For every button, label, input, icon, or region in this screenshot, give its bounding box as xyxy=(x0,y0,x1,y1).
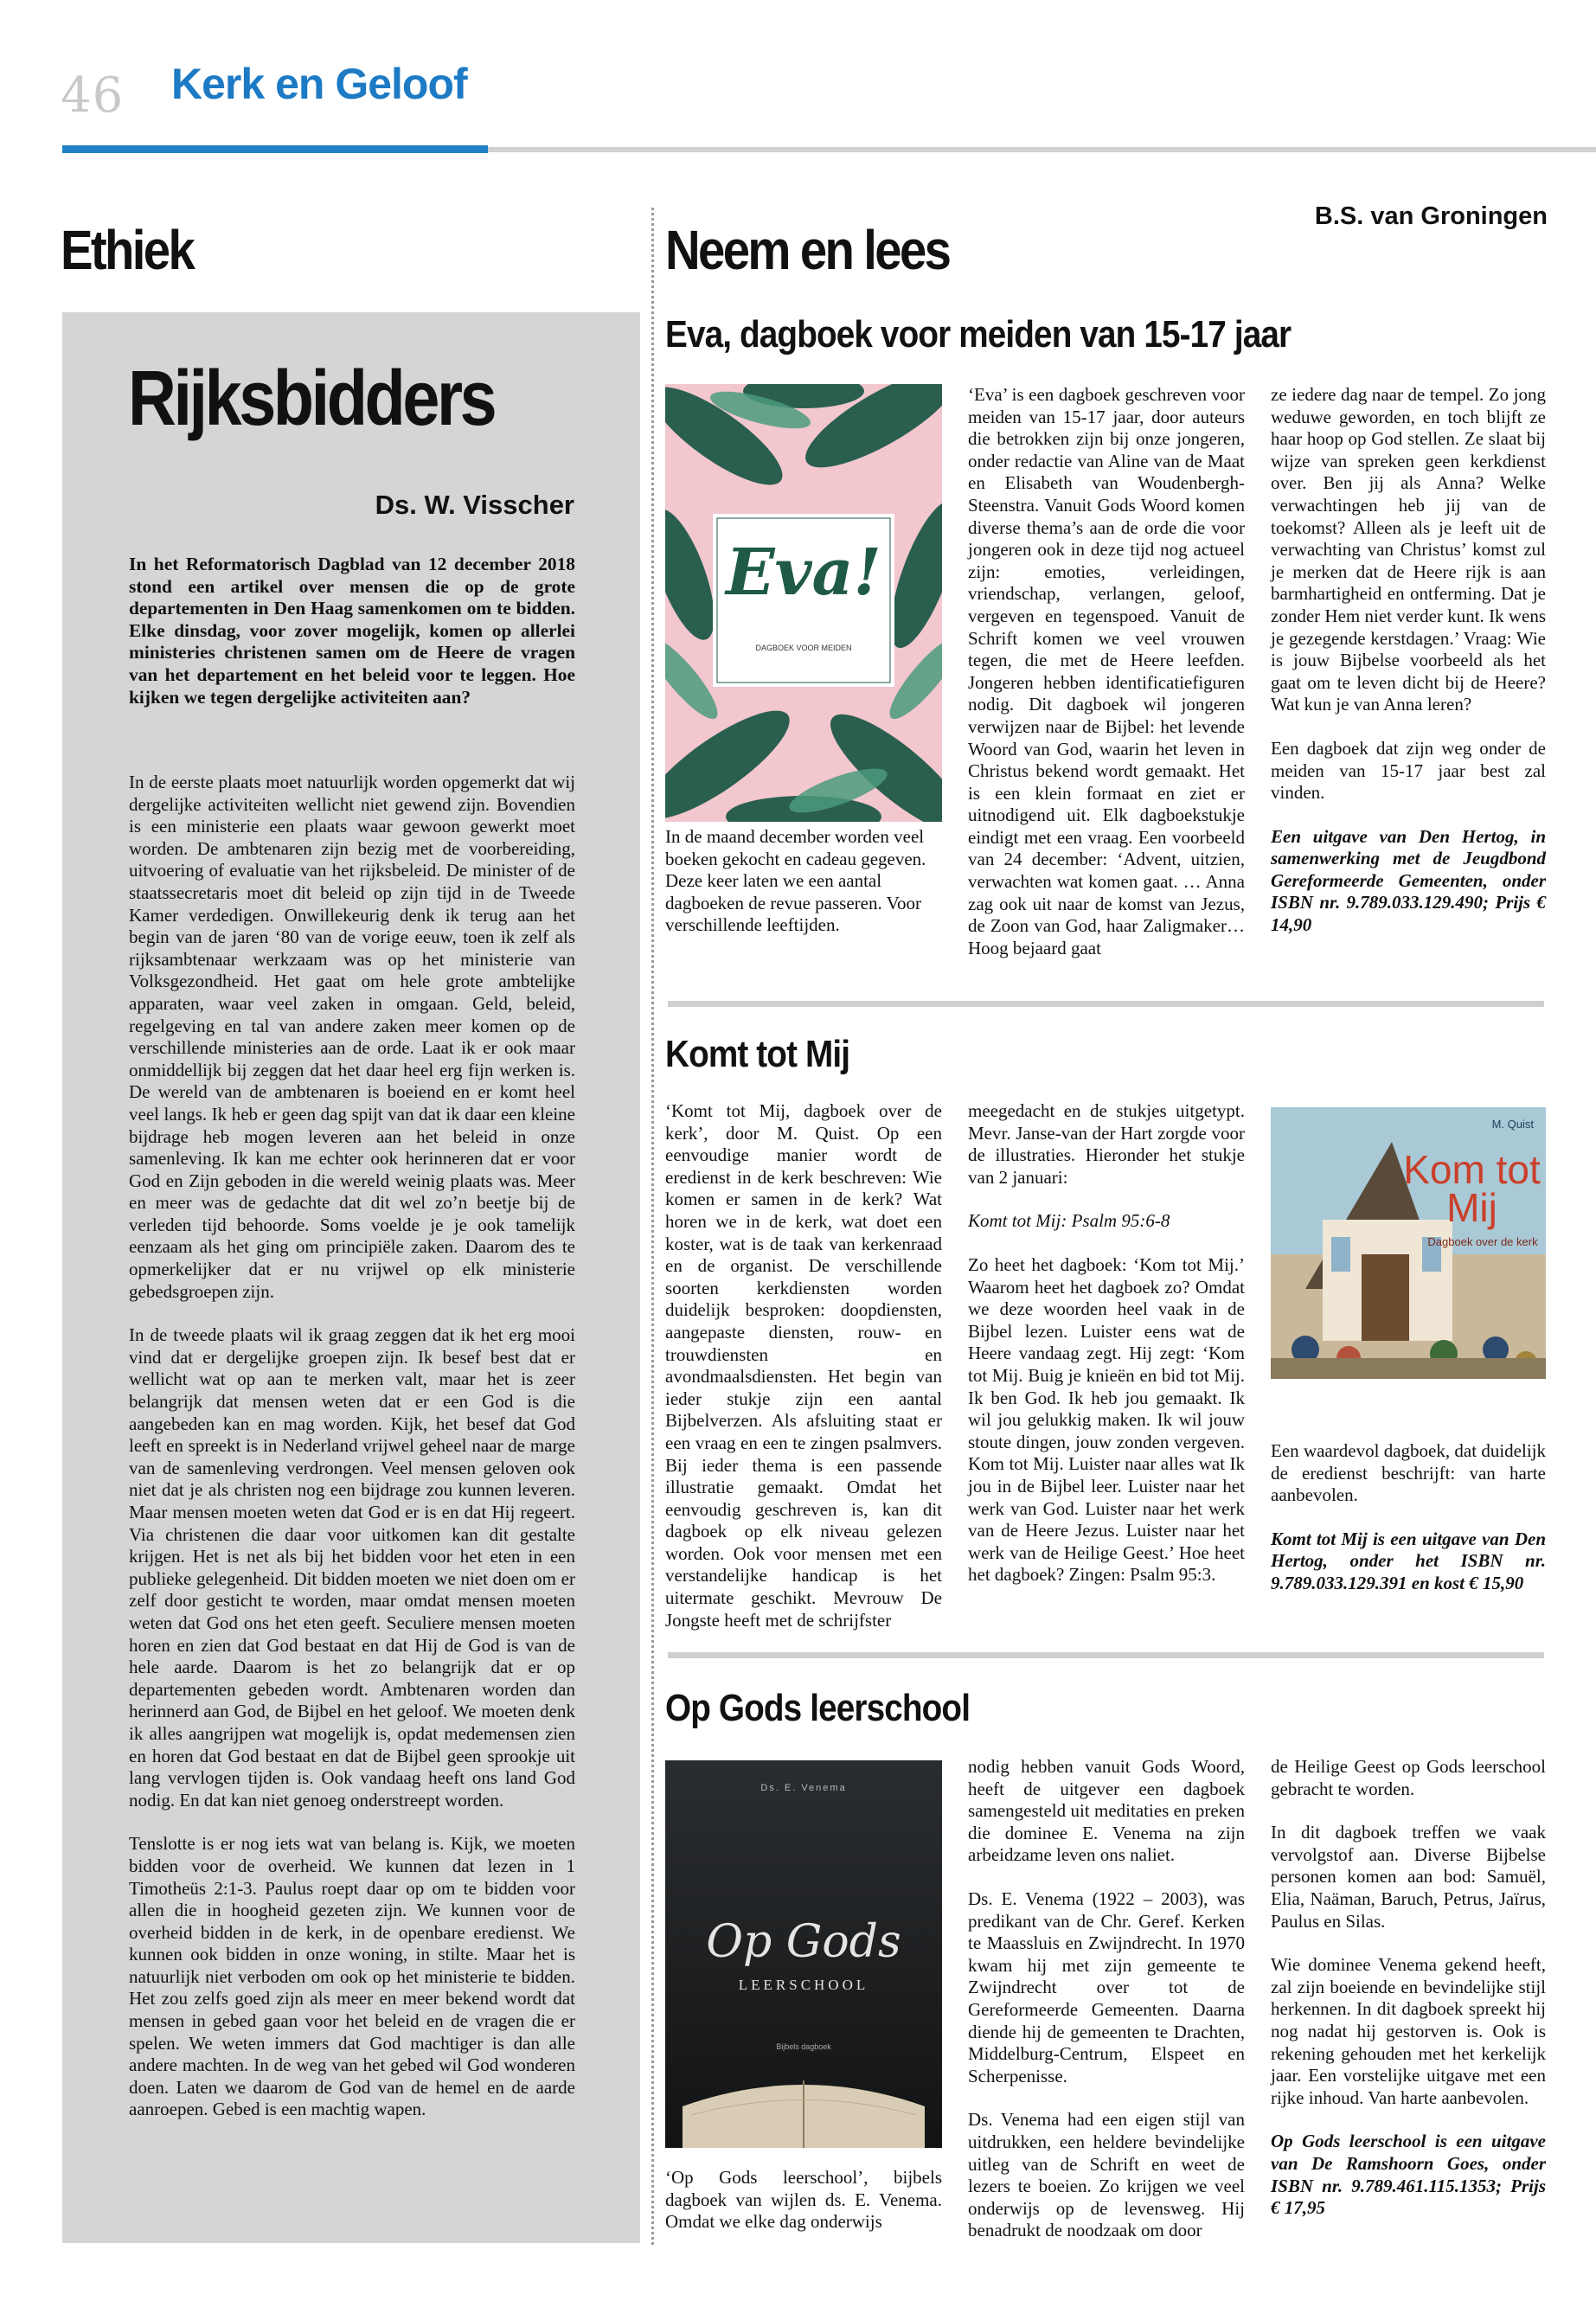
article-paragraph: Tenslotte is er nog iets wat van belang is. Kijk, we moeten bidden voor de overheid. We kunnen dat lezen in 1 Timotheüs 2:1-3. Paulus roept daar op om te bidden voor allen die in hoogheid gezeten zijn. We kunnen voor de overheid bidden in de kerk, in de openbare eredienst. We kunnen ook bidden in onze woning, in stilte. Maar het is natuurlijk niet verboden om ook op het ministerie te bidden. Het zou zelfs goed zijn als meer en meer bekend wordt dat mensen in gebed gaan voor het beleid en de vragen die er spelen. We weten immers dat God machtiger is dan alle andere machten. In de weg van het gebed wil God wonderen doen. Laten we daarom de God van de hemel en de aarde aanroepen. Gebed is een machtig wapen. xyxy=(129,1833,575,2120)
gods-text-para: Ds. E. Venema (1922 – 2003), was predikant van de Chr. Geref. Kerken te Maassluis en Zwijndrecht. In 1970 kwam hij met zijn gemeente te Zwijndrecht over tot de Gereformeerde Gemeenten. Daarna diende hij de gemeenten te Drachten, Middelburg-Centrum, Elspeet en Scherpenisse. xyxy=(968,1888,1245,2086)
gods-cover-subtitle: Bijbels dagboek xyxy=(776,2042,831,2051)
eva-caption: In de maand december worden veel boeken gekocht en cadeau gegeven. Deze keer laten we een aantal dagboeken de revue passeren. Voor verschillende leeftijden. xyxy=(665,826,926,936)
komt-text-para: Zo heet het dagboek: ‘Kom tot Mij.’ Waarom heet het dagboek zo? Omdat we deze woorden heel vaak in de Bijbel lezen. Luister eens wat de Heere vandaag zegt. Hij zegt: ‘Kom tot Mij. Buig je knieën en bid tot Mij. Ik ben God. Ik heb jou gemaakt. Ik wil jou gelukkig maken. Ik wil jouw stoute dingen, jouw zonden vergeven. Kom tot Mij. Luister naar alles wat Ik jou in de Bijbel leer. Luister naar het werk van God. Luister naar het werk van de Heere Jezus. Luister naar het werk van de Heilige Geest.’ Hoe heet het dagboek? Zingen: Psalm 95:3. xyxy=(968,1253,1245,1586)
komt-text-para: meegedacht en de stukjes uitgetypt. Mevr. Janse-van der Hart zorgde voor de illustraties. Hieronder het stukje van 2 januari: xyxy=(968,1100,1245,1188)
gods-cover-title-2: LEERSCHOOL xyxy=(738,1977,869,1993)
section-rule xyxy=(668,1001,1544,1007)
column-author: B.S. van Groningen xyxy=(1314,202,1548,230)
komt-text-col1: ‘Komt tot Mij, dagboek over de kerk’, door M. Quist. Op een eenvoudige manier wordt de eredienst in de kerk beschreven: Wie komen er samen in de kerk? Wat horen we in de kerk, wat doet een koster, wat is de taak van kerkenraad en de organist. De verschillende soorten kerkdiensten worden duidelijk besproken: doopdiensten, aangepaste diensten, rouw- en trouwdiensten en avondmaalsdiensten. Het begin van ieder stukje zijn een aantal Bijbelverzen. Als afsluiting staat er een vraag en een te zingen psalmvers. Bij ieder thema is een passende illustratie gemaakt. Omdat het eenvoudig geschreven is, kan dit dagboek op elk niveau gelezen worden. Ook voor mensen met een verstandelijke handicap is het uitermate geschikt. Mevrouw De Jongste heeft met de schrijfster xyxy=(665,1100,942,1631)
komt-text-quote: Komt tot Mij: Psalm 95:6-8 xyxy=(968,1210,1170,1232)
gods-text-para: nodig hebben vanuit Gods Woord, heeft de uitgever een dagboek samengesteld uit meditaties en preken die dominee E. Venema na zijn arbeidzame leven ons naliet. xyxy=(968,1756,1245,1866)
eva-text-para: Een dagboek dat zijn weg onder de meiden van 15-17 jaar best zal vinden. xyxy=(1271,737,1546,804)
gods-text-col3 xyxy=(1271,1756,1546,2241)
article-body xyxy=(129,772,575,2143)
article-paragraph: In de eerste plaats moet natuurlijk worden opgemerkt dat wij dergelijke activiteiten wellicht niet gewend zijn. Bovendien is een ministerie een plaats waar gewoon gewerkt moet worden. De ambtenaren zijn bezig met de voorbereiding, uitvoering of evaluatie van het rijksbeleid. De minister of de staatssecretaris moet dit beleid op zijn tijd in de Tweede Kamer verdedigen. Onwillekeurig denk ik terug aan het begin van de jaren ‘80 van de vorige eeuw, toen ik zelf als rijksambtenaar werkzaam was op het ministerie van Volksgezondheid. Het gaat om hele grote ambtelijke apparaten, waar veel zaken in omgaan. Geld, beleid, regelgeving en tal van andere zaken meer komen op de verschillende ministeries aan de orde. Laat ik er ook maar onmiddellijk bij zeggen dat het daar heel erg fijn werken is. De wereld van de ambtenaren is boeiend en er komt heel veel langs. Ik heb er geen dag spijt van dat ik daar een kleine bijdrage heb mogen leveren aan het beleid in onze samenleving. Ik kan me echter ook herinneren dat er voor God en Zijn geboden in die wereld weinig plaats was. Meer en meer was de gedachte dat dit wel zo’n beetje bij de verleden tijd behoorde. Soms voelde je je ook tamelijk eenzaam als het ging om principiële zaken. Daarom des te opmerkelijker dat er nu vrijwel op elk ministerie gebedsgroepen zijn. xyxy=(129,772,575,1302)
eva-cover-subtitle: DAGBOEK VOOR MEIDEN xyxy=(755,644,852,652)
neem-column-title: Neem en lees xyxy=(665,219,950,281)
gods-publisher: Op Gods leerschool is een uitgave van De Ramshoorn Goes, onder ISBN nr. 9.789.461.115.1353; Prijs € 17,95 xyxy=(1271,2131,1546,2219)
eva-text-para: ze iedere dag naar de tempel. Zo jong weduwe geworden, en toch blijft ze haar hoop op God stellen. Ze slaat bij wijze van spreken geen kerkdienst over. Ben jij als Anna? Welke verwachtingen heb jij van de toekomst? Alleen als je leeft uit de verwachting van Christus’ komst zul je merken dat de Heere rijk is aan barmhartigheid en ontferming. Dat je zonder Hem niet verder kunt. Ik wens je gezegende kerstdagen.’ Vraag: Wie is jouw Bijbelse voorbeeld als het gaat om te leven dicht bij de Heere? Wat kun je van Anna leren? xyxy=(1271,384,1546,715)
gods-text-para: In dit dagboek treffen we vaak vervolgstof aan. Diverse Bijbelse personen komen aan bod: Samuël, Elia, Naäman, Baruch, Petrus, Jaïrus, Paulus en Silas. xyxy=(1271,1822,1546,1932)
column-divider xyxy=(651,208,654,2245)
article-lead: In het Reformatorisch Dagblad van 12 december 2018 stond een artikel over mensen die op de grote departementen in Den Haag samenkomen om te bidden. Elke dinsdag, voor zover mogelijk, komen op allerlei ministeries christenen samen om de Heere de vragen van het departement en het beleid voor te leggen. Hoe kijken we tegen dergelijke activiteiten aan? xyxy=(129,554,575,708)
ethiek-column-title: Ethiek xyxy=(61,219,194,281)
komt-text-col2 xyxy=(968,1100,1245,1608)
header-rule-gray xyxy=(488,147,1596,152)
komt-text-col3 xyxy=(1271,1440,1546,1617)
gods-text-para: Wie dominee Venema gekend heeft, zal zijn boeiende en bevindelijke stijl herkennen. In dit dagboek spreekt hij nog nadat hij gestorven is. Ook is rekening gehouden met het kerkelijk jaar. Een vorstelijke uitgave met een rijke inhoud. Van harte aanbevolen. xyxy=(1271,1954,1546,2108)
eva-text-col2: ‘Eva’ is een dagboek geschreven voor meiden van 15-17 jaar, door auteurs die betrokken zijn bij onze jongeren, onder redactie van Aline van de Maat en Elisabeth van Woudenbergh-Steenstra. Vanuit Gods Woord komen diverse thema’s aan de orde die voor jongeren ook in deze tijd nog actueel zijn: emoties, verleidingen, vriendschap, verlangen, geloof, vergeven en tegenspoed. Vanuit de Schrift komen we veel vrouwen tegen, die met de Heere leefden. Jongeren hebben identificatiefiguren nodig. Dit dagboek wil jongeren verwijzen naar de Bijbel: het levende Woord van God, waarin het leven in Christus bekend wordt gemaakt. Het is een klein formaat en ziet er uitnodigend uit. Elk dagboekstukje eindigt met een vraag. Een voorbeeld van 24 december: ‘Advent, uitzien, verwachten wat komen gaat. … Anna zag ook uit naar de komst van Jezus, de Zoon van God, haar Zaligmaker… Hoog bejaard gaat xyxy=(968,384,1245,958)
gods-text-para: de Heilige Geest op Gods leerschool gebracht te worden. xyxy=(1271,1756,1546,1799)
gods-book-cover xyxy=(665,1760,942,2148)
gods-cover-author: Ds. E. Venema xyxy=(760,1783,847,1793)
section-rule xyxy=(668,1652,1544,1658)
gods-cover-title: Op Gods xyxy=(706,1916,901,1968)
article-paragraph: In de tweede plaats wil ik graag zeggen dat ik het erg mooi vind dat er dergelijke groepen zijn. Ik besef best dat er wellicht wat op aan te merken valt, maar het is zeer belangrijk dat mensen weten dat er een God is die aangebeden kan en mag worden. Kijk, het besef dat God leeft en spreekt is in Nederland vrijwel geheel naar de marge van de samenleving verdrongen. Veel mensen geloven ook niet dat je als christen nog een bijdrage zou kunnen leveren. Maar mensen moeten weten dat God er is en dat Hij regeert. Via christenen die daar voor uitkomen kan dit gestalte krijgen. Het is net als bij het bidden voor het eten in een publieke gelegenheid. Dit bidden moeten we niet doen om er zelf door gesticht te worden, maar omdat mensen moeten weten dat God ons het eten geeft. Seculiere mensen moeten horen en zien dat God bestaat en dat Hij de God is van de hele aarde. Daarom is het zo belangrijk dat er op departementen gebeden wordt. Ambtenaren worden dan herinnerd aan God, de Bijbel en het geloof. We moeten denk ik alles aangrijpen wat mogelijk is, opdat medemensen zien en horen dat God bestaat en dat de Bijbel geen sprookje uit lang vervlogen tijden is. Ook vandaag heeft ons land God nodig. En dat kan niet genoeg onderstreept worden. xyxy=(129,1324,575,1811)
header-rule-blue xyxy=(62,145,488,153)
komt-cover-author: M. Quist xyxy=(1491,1118,1534,1131)
gods-text-col2 xyxy=(968,1756,1245,2264)
komt-title: Komt tot Mij xyxy=(665,1033,850,1075)
komt-book-cover xyxy=(1271,1107,1546,1379)
eva-publisher: Een uitgave van Den Hertog, in samenwerking met de Jeugdbond Gereformeerde Gemeenten, onder ISBN nr. 9.789.033.129.490; Prijs € 14,90 xyxy=(1271,825,1546,936)
eva-cover-title: Eva! xyxy=(726,535,881,610)
article-title: Rijksbidders xyxy=(128,356,495,442)
gods-caption: ‘Op Gods leerschool’, bijbels dagboek van wijlen ds. E. Venema. Omdat we elke dag onderwijs xyxy=(665,2167,942,2233)
eva-text-col3 xyxy=(1271,384,1546,958)
komt-cover-title: Kom tot Mij xyxy=(1403,1147,1541,1230)
eva-title: Eva, dagboek voor meiden van 15-17 jaar xyxy=(665,313,1292,356)
gods-title: Op Gods leerschool xyxy=(665,1687,971,1729)
article-author: Ds. W. Visscher xyxy=(375,490,574,520)
komt-publisher: Komt tot Mij is een uitgave van Den Hertog, onder het ISBN nr. 9.789.033.129.391 en kost € 15,90 xyxy=(1271,1528,1546,1593)
komt-cover-subtitle: Dagboek over de kerk xyxy=(1427,1235,1538,1248)
komt-text-para: Een waardevol dagboek, dat duidelijk de eredienst beschrijft: van harte aanbevolen. xyxy=(1271,1440,1546,1506)
section-title: Kerk en Geloof xyxy=(171,60,467,108)
eva-book-cover xyxy=(665,384,942,822)
page-number: 46 xyxy=(61,67,125,124)
gods-text-para: Ds. Venema had een eigen stijl van uitdrukken, een heldere bevindelijke uitleg van de Schrift en weet de lezers te boeien. Zo krijgen we veel onderwijs op de levensweg. Hij benadrukt de noodzaak om door xyxy=(968,2109,1245,2241)
